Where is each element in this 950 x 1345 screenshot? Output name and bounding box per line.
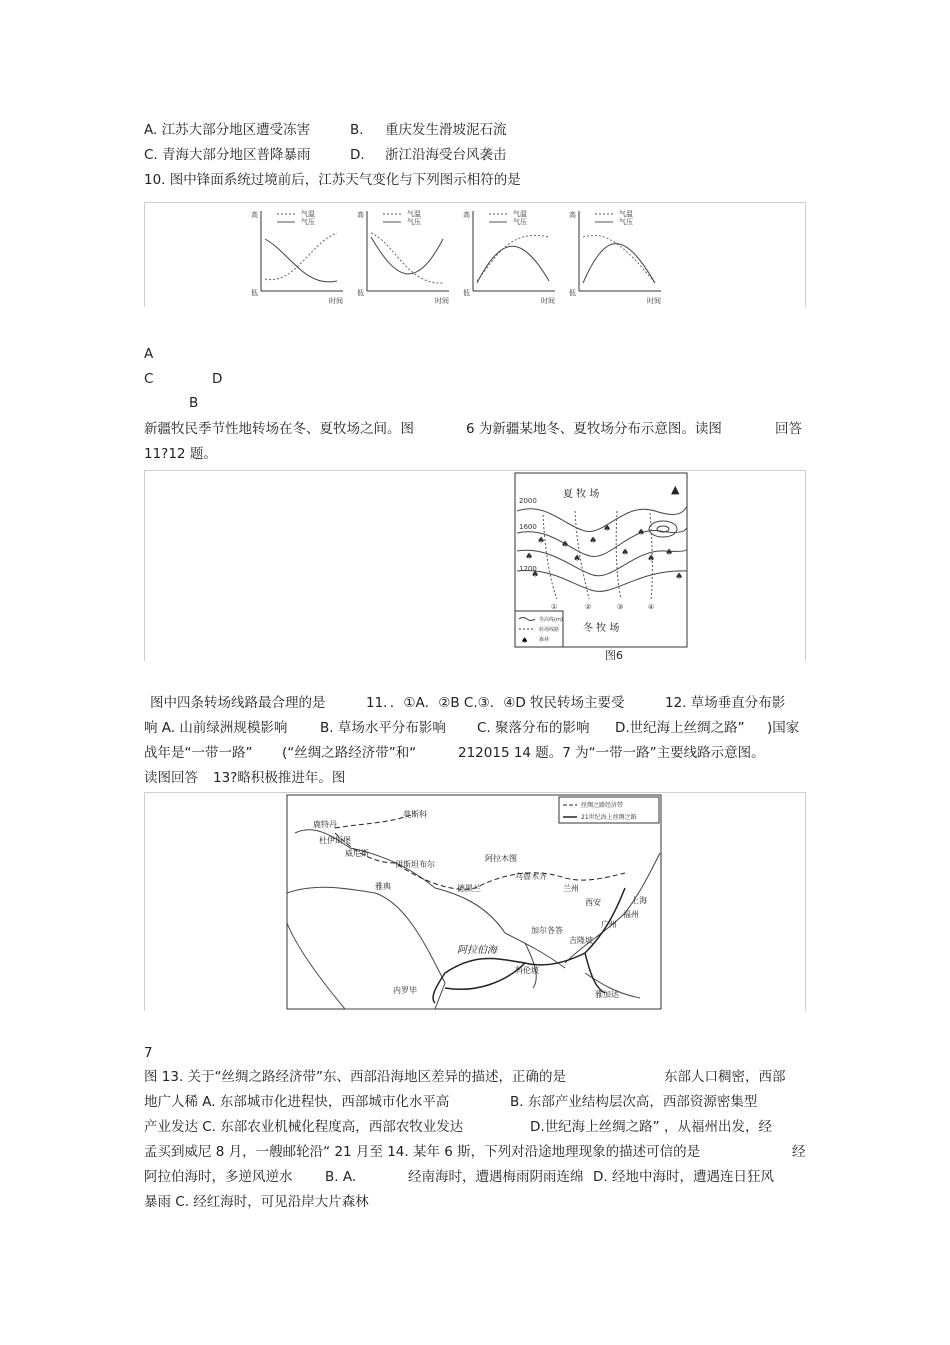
q11-body-4a: 读图回答 (144, 770, 198, 786)
place-almaty: 阿拉木图 (485, 854, 517, 863)
tree-icon: ♠ (573, 554, 582, 564)
tree-icon: ♠ (537, 536, 546, 546)
legend-maritime: 21世纪海上丝绸之路 (581, 814, 637, 821)
fig6-caption: 图6 (605, 649, 623, 661)
legend-temp: 气温 (301, 210, 315, 218)
legend-belt: 丝绸之路经济带 (581, 802, 624, 809)
legend-temp: 气温 (513, 210, 527, 218)
legend-temp: 气温 (619, 210, 633, 218)
fig6-map (145, 471, 805, 661)
q13-line2b: B. 东部产业结构层次高，西部资源密集型 (510, 1094, 758, 1110)
axis-low: 低 (463, 289, 470, 297)
tree-icon: ♠ (603, 524, 612, 534)
q11-intro-1: 新疆牧民季节性地转场在冬、夏牧场之间。图 (144, 421, 414, 437)
q11-body-2c: C. 聚落分布的影响 (477, 720, 590, 736)
axis-high: 高 (357, 211, 364, 219)
tree-icon: ♠ (589, 536, 598, 546)
axis-time: 时间 (329, 297, 343, 305)
q13-line3b: D.世纪海上丝绸之路” ，从福州出发，经 (530, 1119, 772, 1135)
tree-icon: ♠ (525, 552, 534, 562)
axis-high: 高 (569, 211, 576, 219)
place-moscow: 莫斯科 (403, 810, 427, 819)
place-lanzhou: 兰州 (563, 884, 579, 893)
q13-line1a: 图 13. 关于“丝绸之路经济带”东、西部沿海地区差异的描述，正确的是 (144, 1069, 567, 1085)
tree-icon: ♠ (637, 528, 646, 538)
summer-pasture-label: 夏 牧 场 (563, 489, 600, 500)
q14-line4b: 经 (792, 1144, 806, 1160)
tree-icon: ♠ (531, 570, 540, 580)
q10-stem: 10. 图中锋面系统过境前后，江苏天气变化与下列图示相符的是 (144, 172, 521, 188)
legend-contour: 等高线(m) (539, 617, 563, 623)
tree-icon: ♠ (665, 548, 674, 558)
route-3: ③ (617, 603, 624, 611)
legend-route: 转场线路 (539, 627, 560, 633)
axis-time: 时间 (435, 297, 449, 305)
tree-icon: ♠ (561, 540, 570, 550)
place-duisburg: 杜伊斯堡 (319, 836, 351, 845)
q11-body-1: 图中四条转场线路最合理的是 (150, 695, 326, 711)
place-venice: 威尼斯 (345, 849, 369, 858)
place-kolkata: 加尔各答 (531, 926, 563, 935)
tree-icon: ♠ (647, 554, 656, 564)
option-b-letter: B. (350, 122, 364, 138)
option-d-letter: D. (350, 147, 365, 163)
contour-1600: 1600 (519, 523, 537, 531)
place-nairobi: 内罗毕 (393, 986, 417, 995)
option-b: 重庆发生滑坡泥石流 (385, 122, 507, 138)
place-urumqi: 乌鲁木齐 (515, 872, 547, 881)
chart-c (463, 209, 555, 305)
legend-pressure: 气压 (513, 218, 527, 226)
chart-d (569, 209, 661, 305)
q11-body-2a: 响 A. 山前绿洲规模影响 (144, 720, 288, 736)
q11-body-2d: D.世纪海上丝绸之路” (615, 720, 745, 736)
axis-low: 低 (569, 289, 576, 297)
axis-low: 低 (357, 289, 364, 297)
place-jakarta: 雅加达 (595, 990, 619, 999)
place-arabian-sea: 阿拉伯海 (457, 945, 497, 956)
place-xian: 西安 (585, 898, 601, 907)
route-4: ④ (648, 603, 655, 611)
contour-2000: 2000 (519, 497, 537, 505)
north-arrow-icon: ▲ (671, 483, 680, 496)
q14-line5a: 阿拉伯海时，多逆风逆水 (144, 1169, 293, 1185)
q14-line5c: 经南海时，遭遇梅雨阴雨连绵 (408, 1169, 584, 1185)
legend-pressure: 气压 (301, 218, 315, 226)
option-c: C. 青海大部分地区普降暴雨 (144, 147, 311, 163)
q11-body-4b: 13?略积极推进年。图 (213, 770, 346, 786)
q14-line5d: D. 经地中海时，遭遇连日狂风 (593, 1169, 774, 1185)
q11-intro-4: 11?12 题。 (144, 446, 217, 462)
q10-charts (145, 203, 805, 307)
q11-body-2e: )国家 (767, 720, 800, 736)
q11-intro-2: 6 为新疆某地冬、夏牧场分布示意图。读图 (466, 421, 722, 437)
route-2: ② (585, 603, 592, 611)
tree-icon: ♠ (621, 548, 630, 558)
winter-pasture-label: 冬 牧 场 (583, 623, 620, 634)
q13-line3a: 产业发达 C. 东部农业机械化程度高，西部农牧业发达 (144, 1119, 464, 1135)
q13-line2a: 地广人稀 A. 东部城市化进程快，西部城市化水平高 (144, 1094, 450, 1110)
place-rotterdam: 鹿特丹 (313, 820, 337, 829)
place-colombo: 科伦坡 (515, 966, 539, 975)
place-kuala-lumpur: 吉隆坡 (569, 936, 593, 945)
axis-time: 时间 (647, 297, 661, 305)
axis-low: 低 (251, 289, 258, 297)
q14-line5b: B. A. (325, 1169, 357, 1185)
answer-c: C (144, 371, 154, 387)
chart-b (357, 209, 449, 305)
chart-a (251, 209, 343, 305)
tree-icon: ♠ (675, 572, 684, 582)
place-athens: 雅典 (375, 882, 391, 891)
answer-a: A (144, 346, 154, 362)
q11-body-1b: 11．．①A．②B C.③．④D 牧民转场主要受 (366, 695, 625, 711)
legend-forest: 森林 (539, 637, 550, 643)
answer-d: D (212, 371, 223, 387)
contour-1200: 1200 (519, 565, 537, 573)
q10-chart-figure (144, 202, 806, 307)
legend-pressure: 气压 (407, 218, 421, 226)
fig7-number: 7 (144, 1045, 153, 1061)
place-fuzhou: 福州 (623, 910, 639, 919)
route-1: ① (551, 603, 558, 611)
place-istanbul: 伊斯坦布尔 (395, 860, 435, 869)
place-shanghai: 上海 (631, 896, 647, 905)
q14-line4a: 孟买到威尼 8 月，一艘邮轮沿“ 21 月至 14. 某年 6 斯，下列对沿途地理现象的描述可信的是 (144, 1144, 701, 1160)
q11-intro-3: 回答 (775, 421, 802, 437)
q14-line6: 暴雨 C. 经红海时，可见沿岸大片森林 (144, 1194, 369, 1210)
option-d: 浙江沿海受台风袭击 (385, 147, 507, 163)
axis-time: 时间 (541, 297, 555, 305)
legend-temp: 气温 (407, 210, 421, 218)
place-guangzhou: 广州 (601, 920, 617, 929)
answer-b: B (189, 395, 199, 411)
fig6-frame (144, 470, 806, 661)
tree-icon: ♠ (521, 636, 529, 645)
axis-high: 高 (463, 211, 470, 219)
q11-body-3c: 212015 14 题。7 为“一带一路”主要线路示意图。 (458, 745, 765, 761)
q11-body-3b: (“丝绸之路经济带”和“ (282, 745, 417, 761)
q11-body-2b: B. 草场水平分布影响 (320, 720, 446, 736)
q11-body-1c: 12. 草场垂直分布影 (665, 695, 786, 711)
axis-high: 高 (251, 211, 258, 219)
option-a: A. 江苏大部分地区遭受冻害 (144, 122, 311, 138)
fig7-map (145, 793, 805, 1011)
legend-pressure: 气压 (619, 218, 633, 226)
q11-body-3a: 战年是“一带一路” (144, 745, 253, 761)
fig7-frame (144, 792, 806, 1011)
q13-line1b: 东部人口稠密，西部 (664, 1069, 786, 1085)
place-tehran: 德黑兰 (457, 884, 481, 893)
